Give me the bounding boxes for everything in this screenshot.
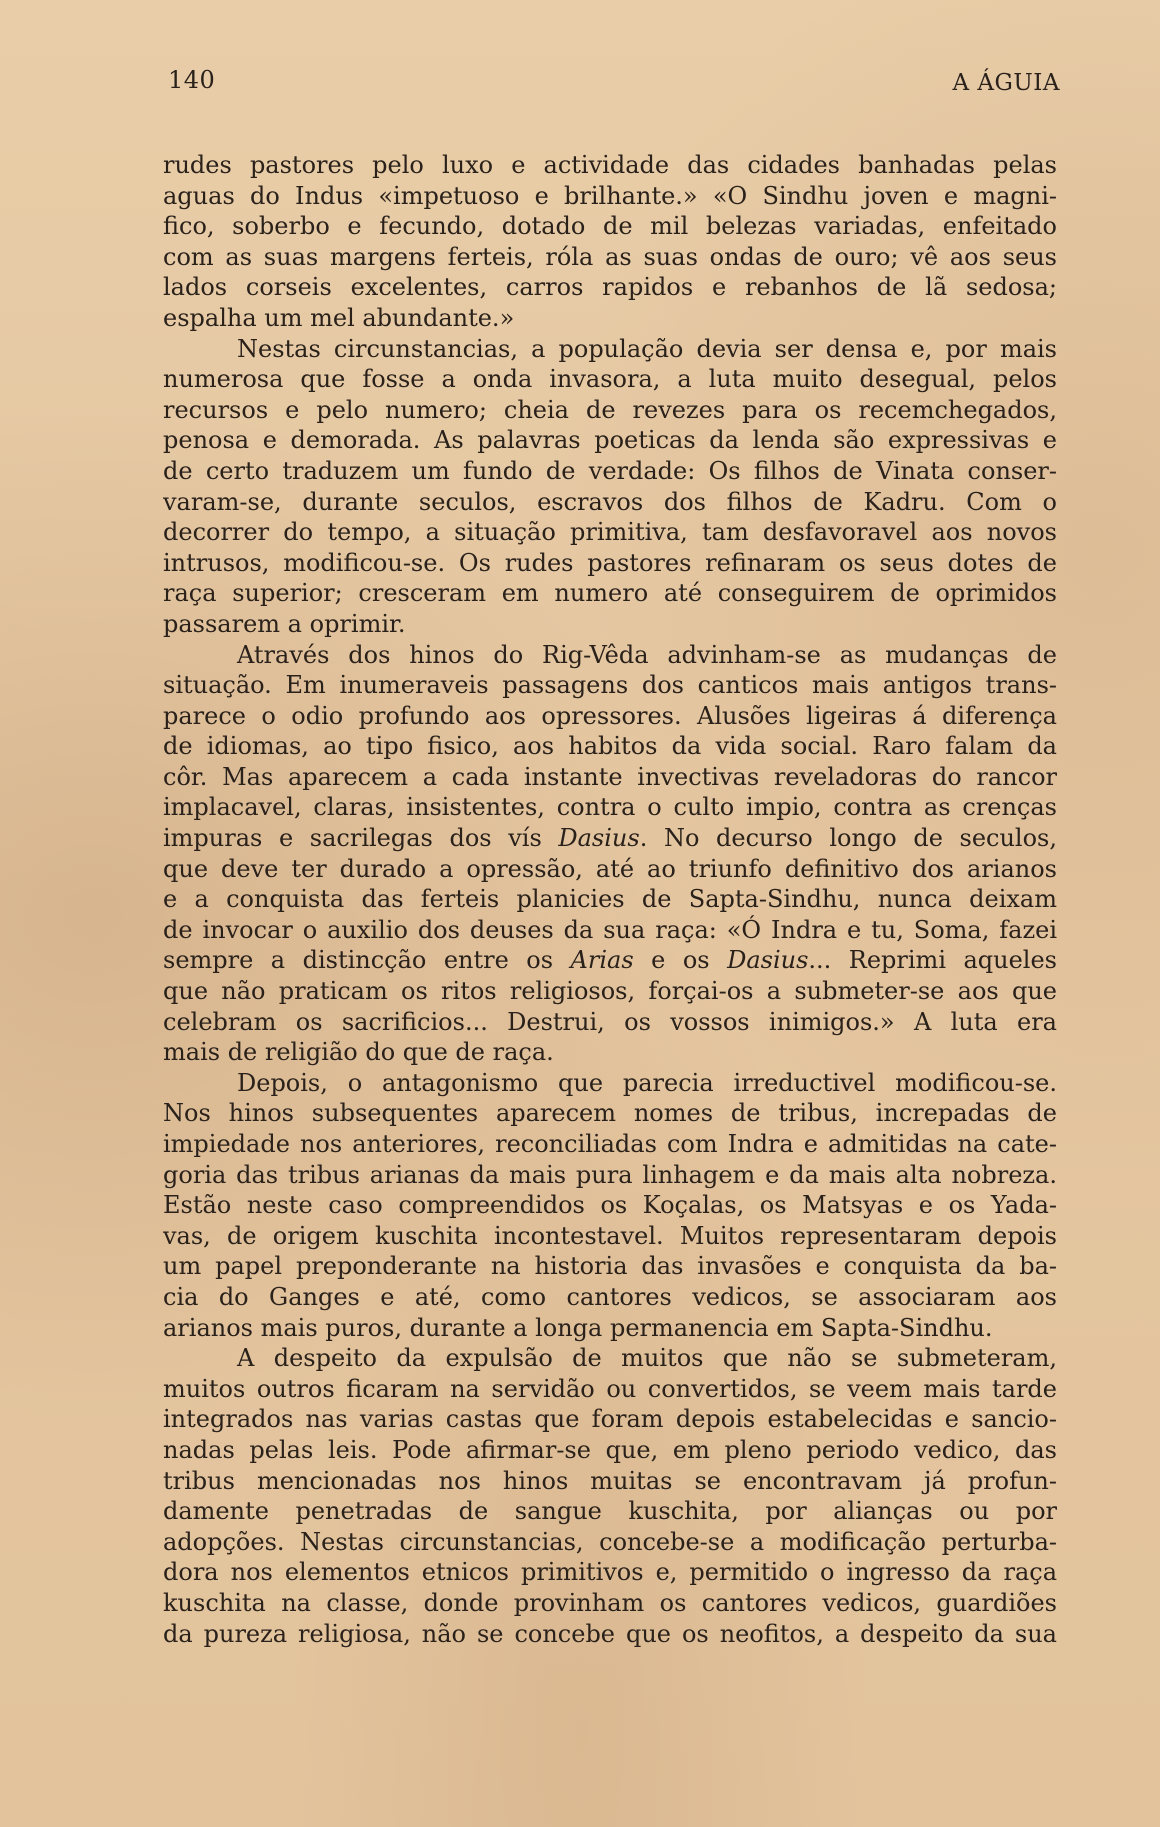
text-line: Nestas circunstancias, a população devia ser densa e, por mais <box>237 334 1057 363</box>
text-line: de certo traduzem um fundo de verdade: Os filhos de Vinata conser- <box>163 456 1057 485</box>
text-line: goria das tribus arianas da mais pura linhagem e da mais alta nobreza. <box>163 1160 1057 1189</box>
text-line: Nos hinos subsequentes aparecem nomes de tribus, increpadas de <box>163 1099 1057 1128</box>
text-line: impiedade nos anteriores, reconciliadas com Indra e admitidas na cate- <box>163 1130 1057 1158</box>
text-line: Depois, o antagonismo que parecia irreductivel modificou-se. <box>237 1068 1057 1097</box>
text-line: rudes pastores pelo luxo e actividade das cidades banhadas pelas <box>163 151 1057 179</box>
text-line: decorrer do tempo, a situação primitiva, tam desfavoravel aos novos <box>163 518 1057 547</box>
text-line: varam-se, durante seculos, escravos dos filhos de Kadru. Com o <box>163 487 1057 516</box>
text-line: da pureza religiosa, não se concebe que os neofitos, a despeito da sua <box>163 1619 1057 1648</box>
text-line: parece o odio profundo aos opressores. Alusões ligeiras á diferença <box>163 701 1057 730</box>
text-line: damente penetradas de sangue kuschita, por alianças ou por <box>163 1497 1057 1526</box>
text-line: muitos outros ficaram na servidão ou convertidos, se veem mais tarde <box>163 1374 1057 1403</box>
text-line: mais de religião do que de raça. <box>163 1038 554 1067</box>
text-line: situação. Em inumeraveis passagens dos canticos mais antigos trans- <box>163 671 1057 700</box>
text-line: celebram os sacrificios... Destrui, os vossos inimigos.» A luta era <box>163 1007 1057 1036</box>
text-line: raça superior; cresceram em numero até conseguirem de oprimidos <box>163 579 1057 608</box>
text-line: intrusos, modificou-se. Os rudes pastores refinaram os seus dotes de <box>163 548 1057 577</box>
text-line: espalha um mel abundante.» <box>163 303 515 332</box>
text-line: Através dos hinos do Rig-Vêda advinham-se as mudanças de <box>237 640 1057 669</box>
text-line: cia do Ganges e até, como cantores vedicos, se associaram aos <box>163 1282 1057 1311</box>
text-line: côr. Mas aparecem a cada instante invectivas reveladoras do rancor <box>163 762 1057 791</box>
text-line: penosa e demorada. As palavras poeticas da lenda são expressivas e <box>163 426 1057 455</box>
text-line: passarem a oprimir. <box>163 609 406 638</box>
text-line: numerosa que fosse a onda invasora, a luta muito desegual, pelos <box>163 365 1057 394</box>
text-line: A despeito da expulsão de muitos que não se submeteram, <box>237 1344 1057 1373</box>
text-line: nadas pelas leis. Pode afirmar-se que, em pleno periodo vedico, das <box>163 1435 1057 1464</box>
text-line: que não praticam os ritos religiosos, forçai-os a submeter-se aos que <box>163 977 1057 1006</box>
text-line: fico, soberbo e fecundo, dotado de mil belezas variadas, enfeitado <box>163 212 1057 241</box>
text-line: recursos e pelo numero; cheia de revezes para os recemchegados, <box>163 395 1057 424</box>
text-line: sempre a distincção entre os Arias e os Dasius... Reprimi aqueles <box>163 946 1057 975</box>
page-number: 140 <box>168 66 216 94</box>
text-line: Estão neste caso compreendidos os Koçalas, os Matsyas e os Yada- <box>163 1191 1057 1220</box>
text-line: que deve ter durado a opressão, até ao triunfo definitivo dos arianos <box>163 854 1057 883</box>
text-line: aguas do Indus «impetuoso e brilhante.» «O Sindhu joven e magni- <box>163 181 1057 210</box>
text-line: de invocar o auxilio dos deuses da sua raça: «Ó Indra e tu, Soma, fazei <box>163 915 1057 944</box>
text-line: integrados nas varias castas que foram depois estabelecidas e sancio- <box>163 1405 1057 1434</box>
running-head <box>168 66 1060 106</box>
text-line: dora nos elementos etnicos primitivos e, permitido o ingresso da raça <box>163 1558 1057 1587</box>
journal-title: A ÁGUIA <box>952 70 1060 96</box>
text-line: implacavel, claras, insistentes, contra o culto impio, contra as crenças <box>163 793 1057 822</box>
text-line: arianos mais puros, durante a longa permanencia em Sapta-Sindhu. <box>163 1313 993 1342</box>
text-line: impuras e sacrilegas dos vís Dasius. No decurso longo de seculos, <box>163 824 1057 853</box>
text-line: e a conquista das ferteis planicies de Sapta-Sindhu, nunca deixam <box>163 885 1057 914</box>
text-line: vas, de origem kuschita incontestavel. Muitos representaram depois <box>163 1221 1057 1250</box>
text-line: lados corseis excelentes, carros rapidos e rebanhos de lã sedosa; <box>163 273 1057 302</box>
text-line: kuschita na classe, donde provinham os cantores vedicos, guardiões <box>163 1588 1057 1617</box>
body-text <box>163 150 1057 1649</box>
text-line: adopções. Nestas circunstancias, concebe-se a modificação perturba- <box>163 1527 1057 1556</box>
text-line: com as suas margens ferteis, róla as suas ondas de ouro; vê aos seus <box>163 242 1057 271</box>
text-line: um papel preponderante na historia das invasões e conquista da ba- <box>163 1252 1057 1281</box>
text-line: tribus mencionadas nos hinos muitas se encontravam já profun- <box>163 1466 1057 1495</box>
text-line: de idiomas, ao tipo fisico, aos habitos da vida social. Raro falam da <box>163 732 1057 761</box>
